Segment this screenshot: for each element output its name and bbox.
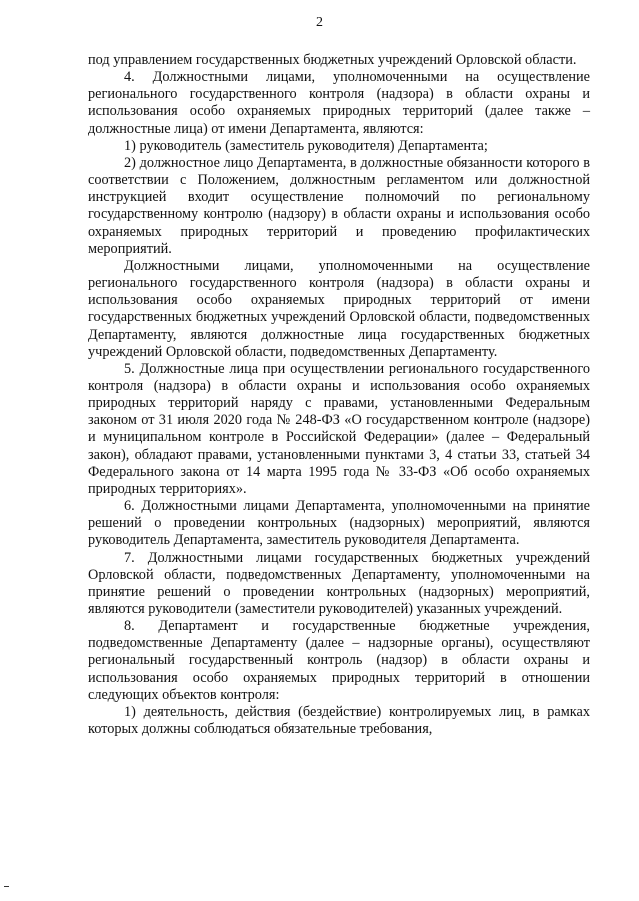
paragraph-item-5: 5. Должностные лица при осуществлении регионального государственного контроля (надзора) в области охраны и использования особо охраняемых природных территорий наряду с правами, установленными Федеральным законом от 31 июля 2020 года № 248-ФЗ «О государственном контроле (надзоре) и муниципальном контроле в Российской Федерации» (далее – Федеральный закон), обладают правами, установленными пунктами 3, 4 статьи 33, статьей 34 Федерального закона от 14 марта 1995 года № 33-ФЗ «Об особо охраняемых природных территориях». — [88, 360, 590, 497]
page-number: 2 — [316, 15, 323, 30]
paragraph-item-6: 6. Должностными лицами Департамента, уполномоченными на принятие решений о проведении контрольных (надзорных) мероприятий, являются руководитель Департамента, заместитель руководителя Департамента. — [88, 498, 590, 549]
paragraph-item-4: 4. Должностными лицами, уполномоченными на осуществление регионального государственного контроля (надзора) в области охраны и использования особо охраняемых природных территорий (далее также – должностные лица) от имени Департамента, являются: — [88, 69, 590, 137]
paragraph-subitem-4-2: 2) должностное лицо Департамента, в должностные обязанности которого в соответствии с Положением, должностным регламентом или должностной инструкцией входит осуществление полномочий по региональному государственному контролю (надзору) в области охраны и использования особо охраняемых природных территорий и проведению профилактических мероприятий. — [88, 154, 590, 257]
paragraph-officials-institutions: Должностными лицами, уполномоченными на осуществление регионального государственного контроля (надзора) в области охраны и использования особо охраняемых природных территорий от имени государственных бюджетных учреждений Орловской области, подведомственных Департаменту, являются должностные лица государственных бюджетных учреждений Орловской области, подведомственных Департаменту. — [88, 257, 590, 360]
margin-mark — [4, 886, 9, 887]
paragraph-continuation: под управлением государственных бюджетных учреждений Орловской области. — [88, 52, 577, 68]
paragraph-subitem-4-1: 1) руководитель (заместитель руководителя) Департамента; — [124, 137, 488, 154]
paragraph-item-7: 7. Должностными лицами государственных бюджетных учреждений Орловской области, подведомственных Департаменту, уполномоченными на принятие решений о проведении контрольных (надзорных) мероприятий, являются руководители (заместители руководителей) указанных учреждений. — [88, 549, 590, 617]
paragraph-subitem-8-1: 1) деятельность, действия (бездействие) контролируемых лиц, в рамках которых должны соблюдаться обязательные требования, — [88, 703, 590, 738]
document-body — [88, 52, 590, 738]
paragraph-item-8: 8. Департамент и государственные бюджетные учреждения, подведомственные Департаменту (далее – надзорные органы), осуществляют региональный государственный контроль (надзор) в области охраны и использования особо охраняемых природных территорий в отношении следующих объектов контроля: — [88, 618, 590, 703]
